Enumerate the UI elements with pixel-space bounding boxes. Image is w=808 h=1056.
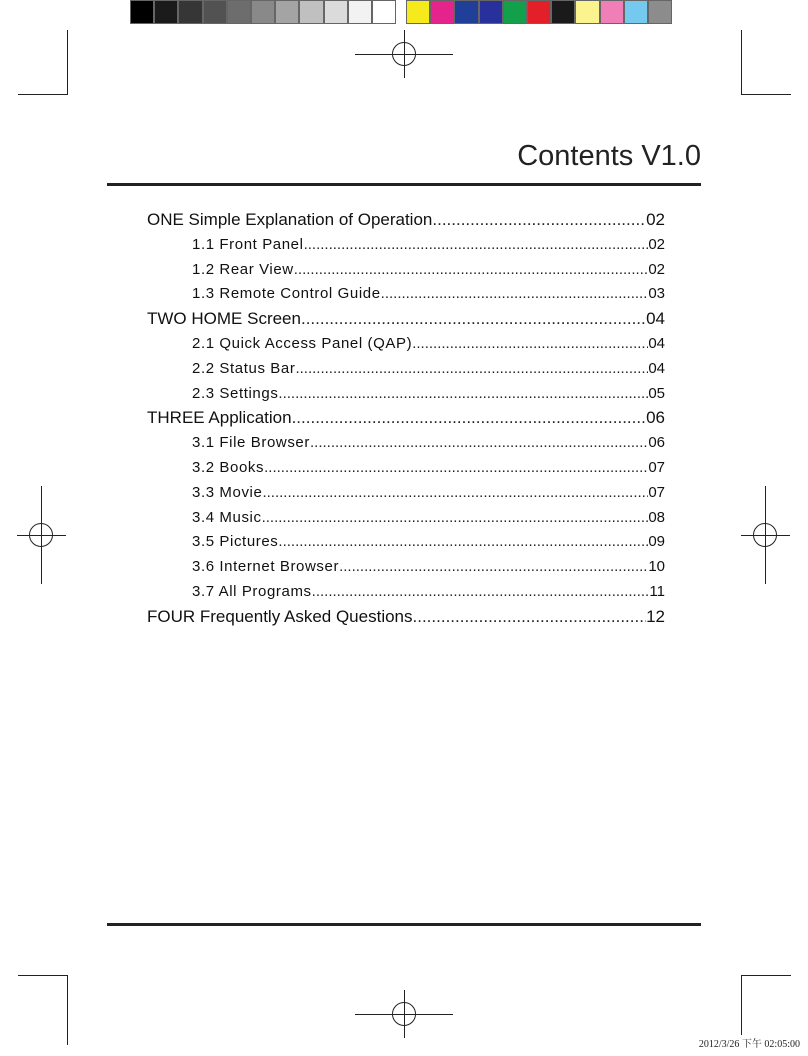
toc-dot-leader: [304, 233, 649, 258]
toc-section-entry: [147, 530, 665, 555]
toc-entry-title: 3.4 Music: [192, 508, 262, 526]
toc-section-entry: [147, 258, 665, 283]
toc-page-number: 06: [646, 408, 665, 428]
toc-dot-leader: [262, 481, 648, 506]
toc-entry-title: 1.2 Rear View: [192, 260, 294, 278]
crop-mark-bottom-left-horizontal: [18, 975, 68, 976]
toc-section-entry: [147, 481, 665, 506]
toc-page-number: 07: [648, 458, 665, 476]
toc-entry-title: 2.3 Settings: [192, 384, 279, 402]
toc-page-number: 05: [648, 384, 665, 402]
toc-section-entry: [147, 233, 665, 258]
toc-section-entry: [147, 555, 665, 580]
toc-dot-leader: [278, 382, 648, 407]
toc-section-entry: [147, 382, 665, 407]
toc-entry-title: 1.3 Remote Control Guide: [192, 285, 381, 303]
toc-page-number: 06: [648, 434, 665, 452]
toc-entry-title: ONE Simple Explanation of Operation: [147, 210, 433, 229]
gray-swatch: [299, 0, 323, 24]
toc-page-number: 02: [648, 260, 665, 278]
footer-rule: [107, 923, 701, 926]
toc-page-number: 09: [648, 533, 665, 551]
gray-swatch: [348, 0, 372, 24]
toc-entry-title: 3.3 Movie: [192, 483, 263, 501]
toc-page-number: 04: [648, 359, 665, 377]
toc-page-number: 02: [646, 210, 665, 229]
crop-mark-top-right-horizontal: [741, 94, 791, 95]
gray-swatch: [203, 0, 227, 24]
toc-entry-title: 1.1 Front Panel: [192, 235, 304, 253]
color-swatch: [454, 0, 478, 24]
toc-section-entry: [147, 332, 665, 357]
toc-entry-title: 3.1 File Browser: [192, 434, 310, 452]
toc-dot-leader: [278, 530, 648, 555]
color-swatch: [406, 0, 430, 24]
gray-swatch: [251, 0, 275, 24]
toc-chapter-entry: [147, 406, 665, 431]
toc-dot-leader: [310, 431, 648, 456]
registration-mark-left-circle: [29, 523, 53, 547]
toc-page-number: 10: [648, 558, 665, 576]
toc-dot-leader: [339, 555, 648, 580]
toc-section-entry: [147, 580, 665, 605]
toc-chapter-entry: [147, 605, 665, 630]
color-swatch: [648, 0, 672, 24]
toc-entry-title: 3.7 All Programs: [192, 582, 312, 600]
page-title: Contents V1.0: [517, 140, 701, 172]
toc-dot-leader: [262, 506, 649, 531]
crop-mark-top-right-vertical: [741, 30, 742, 94]
toc-dot-leader: [312, 580, 650, 605]
toc-entry-title: 3.6 Internet Browser: [192, 558, 340, 576]
gray-swatch: [324, 0, 348, 24]
toc-dot-leader: [264, 456, 648, 481]
gray-swatch: [178, 0, 202, 24]
toc-dot-leader: [412, 332, 648, 357]
toc-page-number: 03: [648, 285, 665, 303]
title-rule: [107, 183, 701, 186]
toc-entry-title: TWO HOME Screen: [147, 309, 301, 329]
crop-mark-bottom-right-vertical: [741, 975, 742, 1035]
crop-mark-top-left-vertical: [67, 30, 68, 94]
toc-page-number: 04: [646, 309, 665, 329]
color-swatch: [430, 0, 454, 24]
toc-page-number: 02: [648, 235, 665, 253]
gray-swatch: [130, 0, 154, 24]
toc-page-number: 04: [648, 334, 665, 352]
toc-section-entry: [147, 357, 665, 382]
table-of-contents: [147, 208, 665, 630]
color-swatch: [551, 0, 575, 24]
toc-page-number: 07: [648, 483, 665, 501]
toc-dot-leader: [413, 605, 647, 630]
toc-dot-leader: [381, 282, 649, 307]
toc-dot-leader: [292, 406, 647, 431]
color-swatch: [624, 0, 648, 24]
crop-mark-bottom-right-horizontal: [741, 975, 791, 976]
gray-swatch: [372, 0, 396, 24]
swatch-gap: [396, 0, 406, 24]
color-swatch: [600, 0, 624, 24]
color-swatch: [527, 0, 551, 24]
toc-page-number: 11: [649, 582, 665, 600]
toc-dot-leader: [294, 258, 649, 283]
crop-mark-top-left-horizontal: [18, 94, 68, 95]
toc-dot-leader: [432, 208, 646, 233]
registration-mark-bottom-circle: [392, 1002, 416, 1026]
toc-section-entry: [147, 282, 665, 307]
gray-swatch: [154, 0, 178, 24]
toc-entry-title: FOUR Frequently Asked Questions: [147, 606, 413, 626]
toc-dot-leader: [295, 357, 648, 382]
toc-chapter-entry: [147, 307, 665, 332]
toc-entry-title: THREE Application: [147, 408, 292, 428]
color-swatch: [503, 0, 527, 24]
color-swatch: [479, 0, 503, 24]
registration-mark-right-circle: [753, 523, 777, 547]
toc-section-entry: [147, 431, 665, 456]
toc-page-number: 12: [646, 606, 665, 626]
toc-entry-title: 2.1 Quick Access Panel (QAP): [192, 334, 413, 352]
toc-entry-title: 2.2 Status Bar: [192, 359, 296, 377]
registration-mark-top-circle: [392, 42, 416, 66]
toc-entry-title: 3.2 Books: [192, 458, 265, 476]
color-calibration-bar: [130, 0, 672, 24]
toc-entry-title: 3.5 Pictures: [192, 533, 279, 551]
toc-section-entry: [147, 456, 665, 481]
toc-dot-leader: [301, 307, 646, 332]
toc-section-entry: [147, 506, 665, 531]
crop-mark-bottom-left-vertical: [67, 975, 68, 1045]
toc-page-number: 08: [648, 508, 665, 526]
gray-swatch: [227, 0, 251, 24]
color-swatch: [575, 0, 599, 24]
toc-chapter-entry: [147, 208, 665, 233]
print-timestamp: 2012/3/26 下午 02:05:00: [698, 1039, 800, 1050]
gray-swatch: [275, 0, 299, 24]
